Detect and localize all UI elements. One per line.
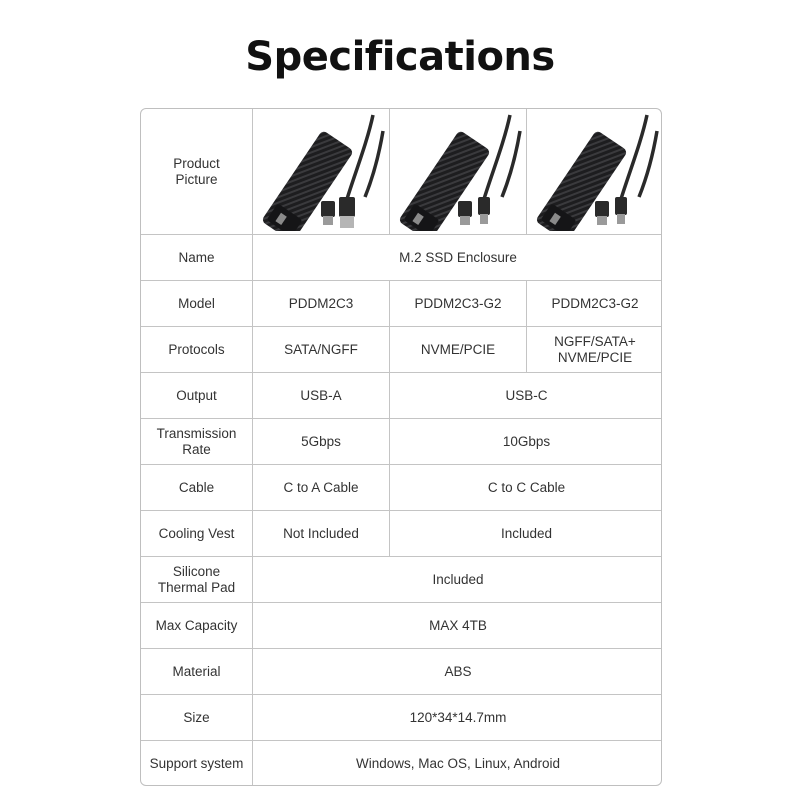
model-value-2: PDDM2C3-G2 [414, 295, 502, 311]
material-value: ABS [444, 663, 472, 679]
ssd-enclosure-usb-c-cable-icon [392, 113, 524, 231]
row-label-thermal-pad: Silicone Thermal Pad [157, 563, 236, 595]
product-image-2 [390, 109, 526, 234]
spec-table [140, 108, 662, 786]
product-image-1 [253, 109, 389, 234]
model-value-1: PDDM2C3 [288, 295, 354, 311]
output-value-1: USB-A [300, 387, 342, 403]
thermal-value: Included [432, 571, 484, 587]
row-label-max-capacity: Max Capacity [155, 617, 238, 633]
cable-value-2: C to C Cable [487, 479, 566, 495]
row-label-cooling-vest: Cooling Vest [158, 525, 235, 541]
protocols-value-2: NVME/PCIE [420, 341, 496, 357]
system-value: Windows, Mac OS, Linux, Android [355, 756, 561, 771]
row-label-name: Name [178, 249, 215, 265]
ssd-enclosure-usb-a-cable-icon [255, 113, 387, 231]
page-title: Specifications [245, 34, 555, 80]
cooling-value-2: Included [500, 525, 553, 541]
size-value: 120*34*14.7mm [409, 709, 507, 725]
row-label-cable: Cable [178, 479, 215, 495]
row-label-support-system: Support system [149, 756, 244, 771]
row-label-protocols: Protocols [168, 341, 225, 357]
rate-value-2: 10Gbps [502, 433, 551, 449]
name-value: M.2 SSD Enclosure [399, 249, 517, 265]
rate-value-1: 5Gbps [301, 433, 341, 449]
protocols-value-3: NGFF/SATA+ NVME/PCIE [554, 333, 636, 365]
row-label-size: Size [183, 709, 210, 725]
row-label-transmission-rate: Transmission Rate [156, 425, 237, 457]
row-label-material: Material [172, 663, 221, 679]
cooling-value-1: Not Included [283, 525, 359, 541]
ssd-enclosure-usb-c-cable-icon [529, 113, 661, 231]
row-label-output: Output [176, 387, 217, 403]
model-value-3: PDDM2C3-G2 [551, 295, 639, 311]
output-value-2: USB-C [505, 387, 548, 403]
cable-value-1: C to A Cable [283, 479, 359, 495]
capacity-value: MAX 4TB [429, 617, 487, 633]
protocols-value-1: SATA/NGFF [284, 341, 358, 357]
row-label-model: Model [178, 295, 215, 311]
row-label-product-picture: Product Picture [173, 155, 220, 187]
product-image-3 [527, 109, 662, 234]
